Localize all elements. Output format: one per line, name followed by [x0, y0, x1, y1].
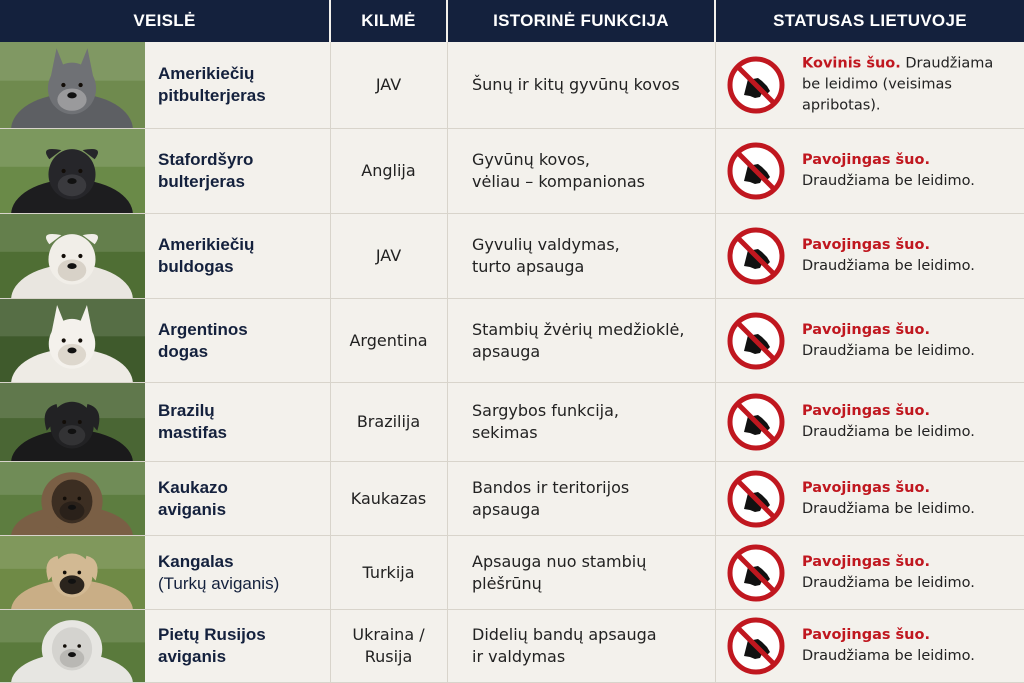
column-divider	[330, 42, 331, 128]
origin-text: Turkija	[362, 562, 415, 582]
dog-nose	[68, 505, 76, 510]
breed-origin	[330, 214, 447, 298]
dog-photo	[0, 42, 145, 128]
column-divider	[715, 536, 716, 609]
column-divider	[330, 536, 331, 609]
breed-origin	[330, 536, 447, 609]
dog-muzzle	[58, 174, 87, 196]
no-dogs-icon	[727, 142, 785, 200]
status-cell	[715, 129, 1024, 213]
column-divider	[447, 214, 448, 298]
status-description: Draudžiama be leidimo.	[802, 648, 975, 664]
dog-portrait	[0, 462, 145, 535]
status-description: Draudžiama be leidimo.	[802, 173, 975, 189]
status-cell	[715, 214, 1024, 298]
dog-eye	[78, 254, 82, 258]
dog-nose	[67, 263, 76, 269]
no-dogs-icon	[727, 470, 785, 528]
table-row	[0, 214, 1024, 299]
function-line: apsauga	[472, 499, 541, 519]
historical-function	[447, 129, 715, 213]
status-label: Pavojingas šuo.	[802, 403, 930, 419]
dog-portrait	[0, 42, 145, 128]
dog-photo	[0, 129, 145, 213]
origin-text: Anglija	[361, 161, 416, 180]
breed-name	[145, 536, 330, 609]
dog-muzzle	[57, 88, 86, 110]
breed-origin	[330, 462, 447, 535]
status-text	[802, 235, 1016, 277]
dog-eye	[78, 169, 82, 173]
column-divider	[447, 610, 448, 682]
table-row	[0, 462, 1024, 536]
dog-muzzle	[58, 344, 86, 366]
function-line: turto apsauga	[472, 257, 585, 276]
status-text	[802, 625, 1016, 667]
breed-name	[145, 610, 330, 682]
breed-name-line: buldogas	[158, 257, 234, 276]
column-divider	[330, 610, 331, 682]
status-label: Pavojingas šuo.	[802, 553, 930, 570]
breed-name-line: Kangalas	[158, 551, 234, 571]
status-label: Pavojingas šuo.	[802, 237, 930, 253]
function-line: Gyvulių valdymas,	[472, 235, 620, 254]
status-cell	[715, 383, 1024, 461]
column-divider	[447, 299, 448, 382]
status-text	[802, 320, 1016, 362]
historical-function	[447, 42, 715, 128]
function-line: vėliau – kompanionas	[472, 172, 646, 191]
origin-text: Ukraina / Rusija	[352, 625, 425, 666]
status-cell	[715, 536, 1024, 609]
function-line: sekimas	[472, 423, 538, 442]
function-line: Šunų ir kitų gyvūnų kovos	[472, 75, 680, 94]
dog-eye	[63, 644, 67, 648]
status-label: Pavojingas šuo.	[802, 627, 930, 643]
column-divider	[715, 214, 716, 298]
dog-eye	[62, 338, 66, 342]
function-line: Sargybos funkcija,	[472, 401, 620, 420]
status-description: Draudžiama be leidimo.	[802, 500, 975, 517]
breed-name-line: dogas	[158, 341, 209, 361]
historical-function	[447, 536, 715, 609]
breed-name	[145, 214, 330, 298]
dog-photo	[0, 383, 145, 461]
function-line: apsauga	[472, 341, 541, 361]
dog-eye	[77, 571, 81, 575]
dog-portrait	[0, 536, 145, 609]
column-divider	[447, 462, 448, 535]
breed-name-line: Amerikiečių	[158, 64, 255, 83]
breed-name-line: Argentinos	[158, 319, 248, 339]
dog-nose	[68, 652, 76, 657]
breed-name	[145, 129, 330, 213]
dog-photo	[0, 299, 145, 382]
header-status: STATUSAS LIETUVOJE	[716, 0, 1024, 42]
breed-name	[145, 462, 330, 535]
breed-name	[145, 299, 330, 382]
status-description: Draudžiama be leidimo.	[802, 424, 975, 440]
dog-eye	[77, 644, 81, 648]
dog-nose	[67, 178, 76, 184]
breed-name-line: aviganis	[158, 647, 227, 666]
dog-nose	[67, 348, 76, 354]
dog-muzzle	[60, 501, 85, 520]
historical-function	[447, 383, 715, 461]
dog-eye	[63, 497, 67, 501]
dog-photo	[0, 214, 145, 298]
table-row	[0, 299, 1024, 383]
dog-nose	[67, 92, 76, 98]
dog-portrait	[0, 610, 145, 682]
function-line: Apsauga nuo stambių	[472, 551, 647, 571]
column-divider	[715, 383, 716, 461]
dog-portrait	[0, 214, 145, 298]
status-description: Draudžiama be leidimo.	[802, 258, 975, 274]
dog-nose	[68, 429, 77, 434]
no-dogs-icon	[727, 544, 785, 602]
no-dogs-icon	[727, 227, 785, 285]
status-text	[802, 552, 1016, 594]
historical-function	[447, 610, 715, 682]
no-dogs-icon	[727, 312, 785, 370]
status-text	[802, 150, 1016, 192]
column-divider	[715, 610, 716, 682]
function-line: Didelių bandų apsauga	[472, 625, 657, 644]
origin-text: Brazilija	[356, 412, 421, 431]
header-breed: VEISLĖ	[0, 0, 329, 42]
historical-function	[447, 462, 715, 535]
origin-text: JAV	[375, 75, 402, 94]
dog-portrait	[0, 129, 145, 213]
status-cell	[715, 610, 1024, 682]
column-divider	[715, 462, 716, 535]
dog-eye	[78, 338, 82, 342]
dog-eye	[78, 420, 82, 424]
dog-nose	[68, 579, 76, 584]
historical-function	[447, 299, 715, 382]
dog-photo	[0, 610, 145, 682]
breed-name-line: Amerikiečių	[158, 235, 255, 254]
column-divider	[330, 462, 331, 535]
status-cell	[715, 299, 1024, 382]
breed-name-line: Stafordšyro	[158, 150, 254, 169]
breed-origin	[330, 299, 447, 382]
dog-eye	[63, 571, 67, 575]
table-row	[0, 383, 1024, 462]
column-divider	[447, 383, 448, 461]
breed-name	[145, 42, 330, 128]
dog-eye	[61, 83, 65, 87]
no-dogs-icon	[727, 393, 785, 451]
column-divider	[447, 129, 448, 213]
column-divider	[447, 42, 448, 128]
breed-name-line: (Turkų aviganis)	[158, 573, 280, 593]
breed-name-line: bulterjeras	[158, 172, 245, 191]
status-label: Kovinis šuo.	[802, 55, 901, 72]
dog-portrait	[0, 383, 145, 461]
header-origin: KILMĖ	[331, 0, 446, 42]
status-text	[802, 478, 1016, 520]
status-label: Pavojingas šuo.	[802, 152, 930, 168]
no-dogs-icon	[727, 56, 785, 114]
dog-muzzle	[58, 259, 87, 281]
column-divider	[330, 299, 331, 382]
breed-origin	[330, 383, 447, 461]
origin-text: Kaukazas	[350, 488, 427, 508]
column-divider	[715, 299, 716, 382]
function-line: plėšrūnų	[472, 573, 542, 593]
column-divider	[330, 129, 331, 213]
status-description: Draudžiama be leidimo.	[802, 342, 975, 359]
status-cell	[715, 42, 1024, 128]
status-text	[802, 54, 1016, 117]
column-divider	[715, 42, 716, 128]
dog-portrait	[0, 299, 145, 382]
column-divider	[447, 536, 448, 609]
dog-eye	[62, 420, 66, 424]
breed-name-line: pitbulterjeras	[158, 86, 266, 105]
header-function: ISTORINĖ FUNKCIJA	[448, 0, 714, 42]
breed-origin	[330, 42, 447, 128]
dog-eye	[78, 83, 82, 87]
function-line: Bandos ir teritorijos	[472, 477, 630, 497]
dog-photo	[0, 462, 145, 535]
column-divider	[715, 129, 716, 213]
table-row	[0, 536, 1024, 610]
dog-eye	[77, 497, 81, 501]
column-divider	[330, 383, 331, 461]
function-line: ir valdymas	[472, 647, 566, 666]
function-line: Gyvūnų kovos,	[472, 150, 591, 169]
breed-name-line: aviganis	[158, 499, 227, 519]
breed-name-line: mastifas	[158, 423, 227, 442]
dog-muzzle	[60, 649, 84, 668]
breed-name-line: Kaukazo	[158, 477, 228, 497]
dog-muzzle	[59, 425, 86, 445]
status-description: Draudžiama be leidimo.	[802, 574, 975, 591]
status-description: Draudžiama be leidimo (veisimas apribotas).	[802, 55, 994, 114]
dog-eye	[62, 254, 66, 258]
dog-eye	[62, 169, 66, 173]
historical-function	[447, 214, 715, 298]
status-text	[802, 401, 1016, 443]
column-divider	[330, 214, 331, 298]
table-row	[0, 610, 1024, 683]
origin-text: Argentina	[349, 330, 428, 350]
function-line: Stambių žvėrių medžioklė,	[472, 319, 685, 339]
no-dogs-icon	[727, 617, 785, 675]
breed-name-line: Brazilų	[158, 401, 215, 420]
breed-origin	[330, 129, 447, 213]
dog-muzzle	[60, 575, 85, 594]
table-header	[0, 0, 1024, 42]
table-row	[0, 42, 1024, 129]
breed-name-line: Pietų Rusijos	[158, 625, 266, 644]
origin-text: JAV	[375, 246, 402, 265]
status-cell	[715, 462, 1024, 535]
status-label: Pavojingas šuo.	[802, 321, 930, 338]
breed-name	[145, 383, 330, 461]
table-row	[0, 129, 1024, 214]
dog-photo	[0, 536, 145, 609]
breed-origin	[330, 610, 447, 682]
status-label: Pavojingas šuo.	[802, 479, 930, 496]
